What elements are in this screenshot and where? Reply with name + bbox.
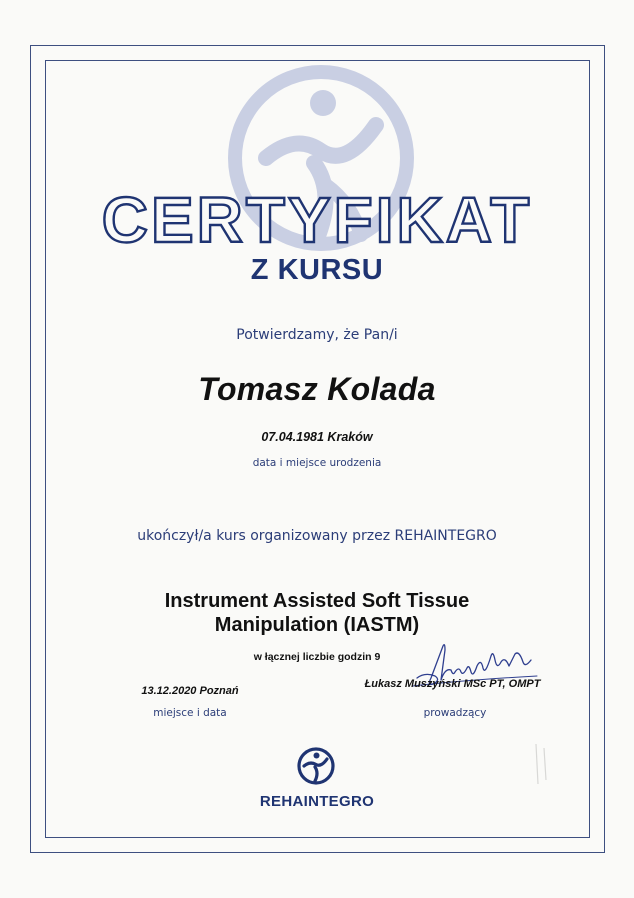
completed-text: ukończył/a kurs organizowany przez REHAINTEGRO: [137, 528, 497, 544]
confirm-text: Potwierdzamy, że Pan/i: [236, 327, 398, 343]
date-place: 13.12.2020 Poznań: [141, 685, 239, 697]
certificate-title: [0, 186, 634, 256]
participant-name: Tomasz Kolada: [198, 371, 436, 407]
instructor-name: Łukasz Muszyński MSc PT, OMPT: [364, 678, 541, 690]
hours-text: w łącznej liczbie godzin 9: [253, 651, 381, 663]
date-caption: miejsce i data: [153, 707, 227, 719]
birth-info: 07.04.1981 Kraków: [261, 430, 373, 444]
instructor-caption: prowadzący: [423, 707, 487, 719]
birth-caption: data i miejsce urodzenia: [252, 457, 382, 469]
course-title-line-1: Instrument Assisted Soft Tissue: [164, 590, 470, 612]
certificate-subtitle: Z KURSU: [250, 254, 384, 286]
brand-name: REHAINTEGRO: [259, 793, 375, 810]
course-title-line-2: Manipulation (IASTM): [214, 614, 420, 636]
paper-marks: [528, 740, 558, 790]
rehaintegro-logo-icon: [296, 746, 336, 786]
course-title: [0, 589, 634, 637]
svg-text:CERTYFIKAT: CERTYFIKAT: [101, 186, 533, 256]
